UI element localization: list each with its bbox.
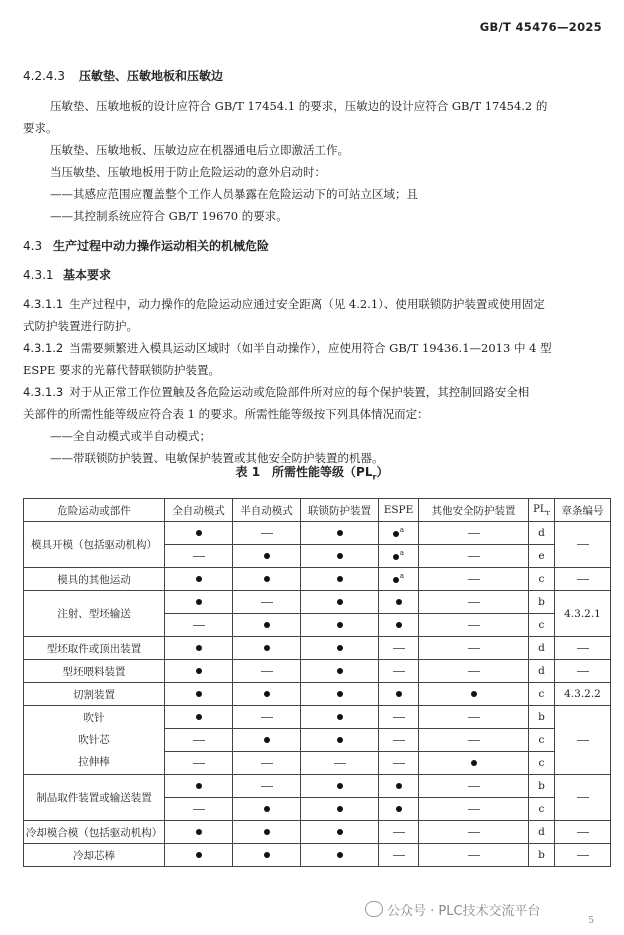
dash-icon bbox=[393, 648, 405, 649]
filled-dot-icon bbox=[337, 668, 343, 674]
cell-pl: c bbox=[529, 614, 555, 637]
dash-icon bbox=[468, 717, 480, 718]
filled-dot-icon bbox=[337, 622, 343, 628]
table-body bbox=[24, 522, 611, 867]
cell-interlock bbox=[301, 637, 379, 660]
filled-dot-icon bbox=[264, 622, 270, 628]
footnote-mark: a bbox=[399, 526, 405, 535]
clause-text: 生产过程中，动力操作的危险运动应通过安全距离（见 4.2.1）、使用联锁防护装置或使用固定 bbox=[69, 297, 545, 311]
cell-part-name: 型坯取件或顶出装置 bbox=[24, 637, 165, 660]
filled-dot-icon bbox=[396, 691, 402, 697]
table-row bbox=[24, 844, 611, 867]
dash-icon bbox=[577, 797, 589, 798]
cell-semi-auto bbox=[233, 683, 301, 706]
clause-text: 对于从正常工作位置触及各危险运动或危险部件所对应的每个保护装置，其控制回路安全相 bbox=[69, 385, 530, 399]
filled-dot-icon bbox=[337, 530, 343, 536]
table-caption bbox=[0, 463, 624, 481]
cell-semi-auto bbox=[233, 706, 301, 729]
clause-text-cont: 关部件的所需性能等级应符合表 1 的要求。所需性能等级按下列具体情况而定： bbox=[23, 407, 429, 421]
cell-espe bbox=[379, 844, 419, 867]
cell-semi-auto bbox=[233, 591, 301, 614]
dash-icon bbox=[261, 533, 273, 534]
filled-dot-icon bbox=[264, 829, 270, 835]
cell-interlock bbox=[301, 614, 379, 637]
cell-interlock bbox=[301, 775, 379, 798]
cell-other bbox=[419, 752, 529, 775]
filled-dot-icon bbox=[264, 553, 270, 559]
cell-espe bbox=[379, 798, 419, 821]
cell-part-name: 冷却模合模（包括驱动机构） bbox=[24, 821, 165, 844]
cell-other bbox=[419, 775, 529, 798]
cell-clause bbox=[555, 775, 611, 821]
cell-full-auto bbox=[165, 660, 233, 683]
filled-dot-icon bbox=[196, 852, 202, 858]
cell-interlock bbox=[301, 591, 379, 614]
filled-dot-icon bbox=[337, 553, 343, 559]
dash-icon bbox=[193, 625, 205, 626]
cell-clause: 4.3.2.2 bbox=[555, 683, 611, 706]
table-row bbox=[24, 775, 611, 798]
dash-icon bbox=[468, 832, 480, 833]
cell-clause bbox=[555, 568, 611, 591]
table-header-row bbox=[24, 499, 611, 522]
cell-full-auto bbox=[165, 591, 233, 614]
cell-full-auto bbox=[165, 522, 233, 545]
filled-dot-icon bbox=[396, 622, 402, 628]
clause-4312 bbox=[23, 337, 552, 359]
table-row bbox=[24, 591, 611, 614]
header-other: 其他安全防护装置 bbox=[419, 499, 529, 522]
clause-number: 4.3.1.3 bbox=[23, 385, 64, 399]
filled-dot-icon bbox=[264, 806, 270, 812]
cell-interlock bbox=[301, 522, 379, 545]
cell-espe bbox=[379, 729, 419, 752]
bullet-item: ——全自动模式或半自动模式； bbox=[50, 429, 211, 443]
filled-dot-icon bbox=[337, 783, 343, 789]
dash-icon bbox=[261, 717, 273, 718]
dash-icon bbox=[468, 579, 480, 580]
dash-icon bbox=[261, 763, 273, 764]
header-part: 危险运动或部件 bbox=[24, 499, 165, 522]
header-interlock: 联锁防护装置 bbox=[301, 499, 379, 522]
cell-interlock bbox=[301, 660, 379, 683]
cell-pl: d bbox=[529, 821, 555, 844]
footnote-mark: a bbox=[399, 572, 405, 581]
clause-number: 4.3.1.1 bbox=[23, 297, 64, 311]
section-title: 基本要求 bbox=[63, 268, 112, 282]
cell-full-auto bbox=[165, 568, 233, 591]
table-row bbox=[24, 568, 611, 591]
cell-full-auto bbox=[165, 775, 233, 798]
dash-icon bbox=[393, 855, 405, 856]
dash-icon bbox=[261, 602, 273, 603]
cell-other bbox=[419, 591, 529, 614]
filled-dot-icon bbox=[471, 760, 477, 766]
cell-part-name: 制品取件装置或输送装置 bbox=[24, 775, 165, 821]
filled-dot-icon bbox=[196, 576, 202, 582]
table-row bbox=[24, 637, 611, 660]
dash-icon bbox=[393, 763, 405, 764]
dash-icon bbox=[393, 717, 405, 718]
cell-full-auto bbox=[165, 706, 233, 729]
cell-other bbox=[419, 683, 529, 706]
cell-pl: b bbox=[529, 591, 555, 614]
cell-full-auto bbox=[165, 798, 233, 821]
cell-full-auto bbox=[165, 821, 233, 844]
cell-espe bbox=[379, 545, 419, 568]
cell-clause bbox=[555, 821, 611, 844]
dash-icon bbox=[193, 556, 205, 557]
cell-semi-auto bbox=[233, 545, 301, 568]
paragraph-cont: 要求。 bbox=[23, 121, 58, 135]
header-pl: $PL_r$ bbox=[529, 499, 555, 522]
dash-icon bbox=[261, 786, 273, 787]
cell-other bbox=[419, 614, 529, 637]
dash-icon bbox=[577, 671, 589, 672]
cell-other bbox=[419, 798, 529, 821]
caption-pl: PL bbox=[356, 465, 373, 479]
filled-dot-icon bbox=[196, 691, 202, 697]
table-row bbox=[24, 660, 611, 683]
cell-full-auto bbox=[165, 614, 233, 637]
dash-icon bbox=[393, 740, 405, 741]
paragraph: 压敏垫、压敏地板、压敏边应在机器通电后立即激活工作。 bbox=[50, 143, 349, 157]
cell-pl: b bbox=[529, 775, 555, 798]
cell-other bbox=[419, 729, 529, 752]
filled-dot-icon bbox=[396, 599, 402, 605]
cell-semi-auto bbox=[233, 775, 301, 798]
cell-espe bbox=[379, 821, 419, 844]
cell-pl: c bbox=[529, 568, 555, 591]
filled-dot-icon bbox=[337, 829, 343, 835]
cell-part-name: 切割装置 bbox=[24, 683, 165, 706]
cell-interlock bbox=[301, 798, 379, 821]
section-number: 4.3 bbox=[23, 239, 43, 253]
cell-pl: c bbox=[529, 752, 555, 775]
cell-clause bbox=[555, 522, 611, 568]
section-number: 4.3.1 bbox=[23, 268, 54, 282]
cell-semi-auto bbox=[233, 522, 301, 545]
dash-icon bbox=[468, 533, 480, 534]
cell-espe bbox=[379, 614, 419, 637]
filled-dot-icon bbox=[196, 829, 202, 835]
filled-dot-icon bbox=[196, 783, 202, 789]
cell-espe bbox=[379, 522, 419, 545]
header-semi-auto: 半自动模式 bbox=[233, 499, 301, 522]
cell-semi-auto bbox=[233, 660, 301, 683]
cell-espe bbox=[379, 683, 419, 706]
cell-other bbox=[419, 821, 529, 844]
filled-dot-icon bbox=[393, 531, 399, 537]
filled-dot-icon bbox=[396, 783, 402, 789]
filled-dot-icon bbox=[393, 554, 399, 560]
bullet-item: ——带联锁防护装置、电敏保护装置或其他安全防护装置的机器。 bbox=[50, 451, 384, 465]
cell-pl: c bbox=[529, 683, 555, 706]
cell-semi-auto bbox=[233, 821, 301, 844]
cell-espe bbox=[379, 591, 419, 614]
cell-full-auto bbox=[165, 637, 233, 660]
part-name-line: 吹针芯 bbox=[78, 734, 110, 746]
filled-dot-icon bbox=[264, 852, 270, 858]
filled-dot-icon bbox=[196, 668, 202, 674]
cell-pl: d bbox=[529, 522, 555, 545]
cell-clause bbox=[555, 637, 611, 660]
cell-pl: e bbox=[529, 545, 555, 568]
dash-icon bbox=[193, 763, 205, 764]
dash-icon bbox=[577, 832, 589, 833]
cell-part-name: 模具的其他运动 bbox=[24, 568, 165, 591]
clause-number: 4.3.1.2 bbox=[23, 341, 64, 355]
filled-dot-icon bbox=[337, 737, 343, 743]
cell-pl: b bbox=[529, 844, 555, 867]
table-row bbox=[24, 683, 611, 706]
dash-icon bbox=[468, 602, 480, 603]
cell-pl: b bbox=[529, 706, 555, 729]
cell-full-auto bbox=[165, 683, 233, 706]
cell-espe bbox=[379, 775, 419, 798]
dash-icon bbox=[468, 740, 480, 741]
cell-other bbox=[419, 545, 529, 568]
clause-text: 当需要频繁进入模具运动区域时（如半自动操作），应使用符合 GB/T 19436.1—2013 中 4 型 bbox=[69, 341, 552, 355]
filled-dot-icon bbox=[337, 645, 343, 651]
dash-icon bbox=[577, 740, 589, 741]
cell-clause: 4.3.2.1 bbox=[555, 591, 611, 637]
cell-part-name bbox=[24, 706, 165, 775]
cell-other bbox=[419, 568, 529, 591]
filled-dot-icon bbox=[337, 576, 343, 582]
dash-icon bbox=[577, 855, 589, 856]
filled-dot-icon bbox=[264, 691, 270, 697]
filled-dot-icon bbox=[264, 737, 270, 743]
cell-semi-auto bbox=[233, 614, 301, 637]
filled-dot-icon bbox=[393, 577, 399, 583]
dash-icon bbox=[468, 671, 480, 672]
cell-interlock bbox=[301, 568, 379, 591]
section-title: 生产过程中动力操作运动相关的机械危险 bbox=[53, 239, 270, 253]
section-number: 4.2.4.3 bbox=[23, 69, 65, 83]
dash-icon bbox=[393, 671, 405, 672]
cell-other bbox=[419, 522, 529, 545]
cell-clause bbox=[555, 844, 611, 867]
table-row bbox=[24, 706, 611, 729]
filled-dot-icon bbox=[264, 576, 270, 582]
cell-semi-auto bbox=[233, 637, 301, 660]
cell-clause bbox=[555, 660, 611, 683]
header-clause: 章条编号 bbox=[555, 499, 611, 522]
cell-full-auto bbox=[165, 545, 233, 568]
cell-pl: d bbox=[529, 660, 555, 683]
cell-part-name: 注射、型坯输送 bbox=[24, 591, 165, 637]
table-row bbox=[24, 821, 611, 844]
filled-dot-icon bbox=[196, 530, 202, 536]
cell-other bbox=[419, 844, 529, 867]
cell-full-auto bbox=[165, 729, 233, 752]
bullet-item: ——其感应范围应覆盖整个工作人员暴露在危险运动下的可站立区域；且 bbox=[50, 187, 418, 201]
cell-part-name: 型坯喂料装置 bbox=[24, 660, 165, 683]
filled-dot-icon bbox=[264, 645, 270, 651]
standard-code: GB/T 45476—2025 bbox=[479, 20, 602, 34]
dash-icon bbox=[577, 544, 589, 545]
cell-interlock bbox=[301, 821, 379, 844]
cell-semi-auto bbox=[233, 752, 301, 775]
cell-espe bbox=[379, 752, 419, 775]
cell-interlock bbox=[301, 706, 379, 729]
cell-full-auto bbox=[165, 752, 233, 775]
performance-level-table bbox=[23, 498, 611, 867]
dash-icon bbox=[577, 648, 589, 649]
watermark: 公众号 · PLC技术交流平台 bbox=[365, 900, 541, 919]
cell-part-name: 冷却芯棒 bbox=[24, 844, 165, 867]
clause-4313 bbox=[23, 381, 529, 403]
cell-espe bbox=[379, 660, 419, 683]
cell-espe bbox=[379, 568, 419, 591]
cell-pl: c bbox=[529, 729, 555, 752]
paragraph: 当压敏垫、压敏地板用于防止危险运动的意外启动时： bbox=[50, 165, 326, 179]
filled-dot-icon bbox=[337, 806, 343, 812]
dash-icon bbox=[261, 671, 273, 672]
section-heading-43 bbox=[23, 237, 269, 254]
dash-icon bbox=[468, 855, 480, 856]
clause-text-cont: 式防护装置进行防护。 bbox=[23, 319, 138, 333]
page-number: 5 bbox=[588, 916, 594, 926]
section-heading-4243 bbox=[23, 67, 223, 84]
clause-text-cont: ESPE 要求的光幕代替联锁防护装置。 bbox=[23, 363, 221, 377]
header-full-auto: 全自动模式 bbox=[165, 499, 233, 522]
cell-pl: c bbox=[529, 798, 555, 821]
section-heading-431 bbox=[23, 266, 111, 283]
filled-dot-icon bbox=[396, 806, 402, 812]
dash-icon bbox=[468, 809, 480, 810]
dash-icon bbox=[468, 648, 480, 649]
cell-semi-auto bbox=[233, 729, 301, 752]
cell-other bbox=[419, 706, 529, 729]
cell-pl: d bbox=[529, 637, 555, 660]
clause-4311 bbox=[23, 293, 545, 315]
cell-other bbox=[419, 660, 529, 683]
dash-icon bbox=[468, 556, 480, 557]
cell-semi-auto bbox=[233, 798, 301, 821]
cell-other bbox=[419, 637, 529, 660]
filled-dot-icon bbox=[337, 714, 343, 720]
cell-interlock bbox=[301, 844, 379, 867]
caption-close: ） bbox=[376, 465, 389, 479]
dash-icon bbox=[468, 625, 480, 626]
filled-dot-icon bbox=[471, 691, 477, 697]
cell-espe bbox=[379, 637, 419, 660]
cell-interlock bbox=[301, 752, 379, 775]
dash-icon bbox=[468, 786, 480, 787]
filled-dot-icon bbox=[196, 714, 202, 720]
filled-dot-icon bbox=[337, 691, 343, 697]
footnote-mark: a bbox=[399, 549, 405, 558]
cell-interlock bbox=[301, 545, 379, 568]
bullet-item: ——其控制系统应符合 GB/T 19670 的要求。 bbox=[50, 209, 288, 223]
filled-dot-icon bbox=[337, 852, 343, 858]
cell-part-name: 模具开模（包括驱动机构） bbox=[24, 522, 165, 568]
dash-icon bbox=[577, 579, 589, 580]
cell-semi-auto bbox=[233, 844, 301, 867]
cell-interlock bbox=[301, 729, 379, 752]
dash-icon bbox=[193, 740, 205, 741]
caption-text: 表 1 所需性能等级（ bbox=[235, 465, 357, 479]
cell-full-auto bbox=[165, 844, 233, 867]
table-row bbox=[24, 522, 611, 545]
dash-icon bbox=[393, 832, 405, 833]
cell-semi-auto bbox=[233, 568, 301, 591]
cell-clause bbox=[555, 706, 611, 775]
dash-icon bbox=[334, 763, 346, 764]
cell-espe bbox=[379, 706, 419, 729]
wechat-icon bbox=[365, 901, 383, 917]
header-espe: ESPE bbox=[379, 499, 419, 522]
section-title: 压敏垫、压敏地板和压敏边 bbox=[79, 69, 224, 83]
paragraph: 压敏垫、压敏地板的设计应符合 GB/T 17454.1 的要求，压敏边的设计应符合 GB/T 17454.2 的 bbox=[50, 99, 548, 113]
filled-dot-icon bbox=[196, 645, 202, 651]
filled-dot-icon bbox=[196, 599, 202, 605]
filled-dot-icon bbox=[337, 599, 343, 605]
cell-interlock bbox=[301, 683, 379, 706]
caption-pl-sub: r bbox=[372, 472, 377, 482]
dash-icon bbox=[193, 809, 205, 810]
part-name-line: 吹针 bbox=[83, 712, 105, 724]
part-name-line: 拉伸棒 bbox=[78, 756, 110, 768]
